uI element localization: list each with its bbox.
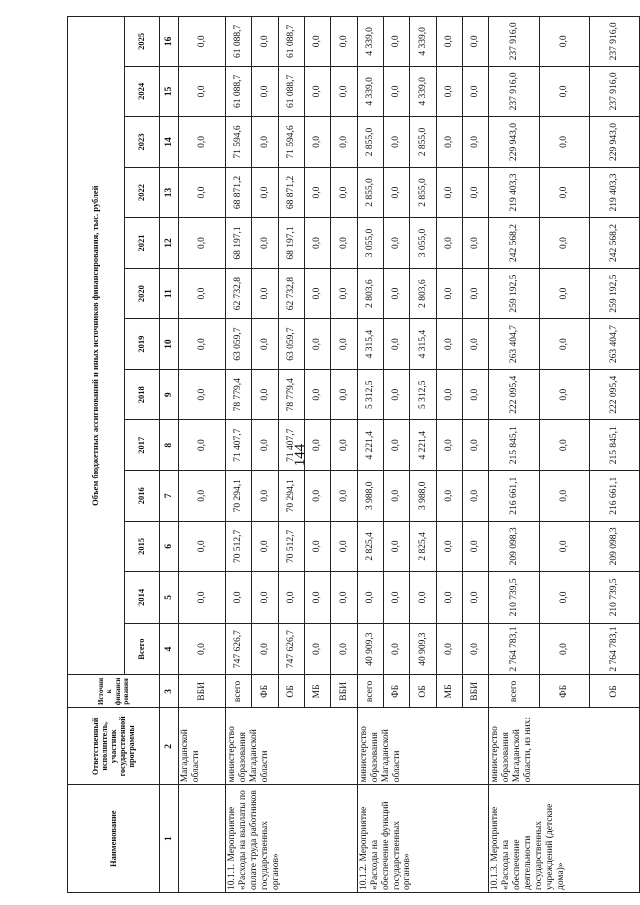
value-cell: 2 855,0 xyxy=(357,167,383,218)
value-cell: 0,0 xyxy=(179,471,226,522)
header-year: 2020 xyxy=(125,268,160,319)
value-cell: 0,0 xyxy=(331,572,357,624)
header-year: 2022 xyxy=(125,167,160,218)
page-number: 144 xyxy=(292,443,308,467)
value-cell: 63 059,7 xyxy=(226,319,252,370)
value-cell: 237 916,0 xyxy=(589,66,639,117)
row-source: МБ xyxy=(436,675,462,708)
row-source: ВБИ xyxy=(179,675,226,708)
value-cell: 68 197,1 xyxy=(226,218,252,269)
value-cell: 0,0 xyxy=(179,521,226,572)
value-cell: 0,0 xyxy=(463,471,489,522)
value-cell: 0,0 xyxy=(436,268,462,319)
value-cell: 215 845,1 xyxy=(489,420,539,471)
value-cell: 0,0 xyxy=(252,623,278,675)
row-name xyxy=(179,785,226,893)
row-name: 10.1.3. Мероприятие «Расходы на обеспечение деятельности государственных учреждений (детские дома)» xyxy=(489,785,640,893)
value-cell: 0,0 xyxy=(539,117,589,168)
column-index-cell: 4 xyxy=(160,623,179,675)
column-index-cell: 16 xyxy=(160,17,179,67)
value-cell: 0,0 xyxy=(384,319,410,370)
value-cell: 0,0 xyxy=(331,66,357,117)
value-cell: 229 943,0 xyxy=(489,117,539,168)
value-cell: 0,0 xyxy=(252,521,278,572)
row-source: всего xyxy=(489,675,539,708)
value-cell: 0,0 xyxy=(179,420,226,471)
value-cell: 209 098,3 xyxy=(589,521,639,572)
value-cell: 0,0 xyxy=(305,572,331,624)
value-cell: 0,0 xyxy=(331,218,357,269)
value-cell: 61 088,7 xyxy=(278,66,304,117)
header-year: 2017 xyxy=(125,420,160,471)
value-cell: 4 339,0 xyxy=(357,17,383,67)
value-cell: 68 871,2 xyxy=(226,167,252,218)
value-cell: 2 825,4 xyxy=(357,521,383,572)
value-cell: 242 568,2 xyxy=(489,218,539,269)
value-cell: 0,0 xyxy=(436,117,462,168)
value-cell: 4 315,4 xyxy=(357,319,383,370)
table-row xyxy=(357,17,383,893)
value-cell: 40 909,3 xyxy=(410,623,436,675)
value-cell: 0,0 xyxy=(252,268,278,319)
column-index-cell: 10 xyxy=(160,319,179,370)
value-cell: 0,0 xyxy=(179,268,226,319)
value-cell: 68 871,2 xyxy=(278,167,304,218)
column-index-cell: 3 xyxy=(160,675,179,708)
value-cell: 0,0 xyxy=(305,319,331,370)
value-cell: 0,0 xyxy=(539,623,589,675)
value-cell: 0,0 xyxy=(384,66,410,117)
value-cell: 219 403,3 xyxy=(489,167,539,218)
value-cell: 0,0 xyxy=(436,369,462,420)
value-cell: 219 403,3 xyxy=(589,167,639,218)
value-cell: 0,0 xyxy=(357,572,383,624)
column-index-cell: 9 xyxy=(160,369,179,420)
header-year: 2021 xyxy=(125,218,160,269)
row-source: всего xyxy=(226,675,252,708)
value-cell: 0,0 xyxy=(384,420,410,471)
value-cell: 0,0 xyxy=(384,471,410,522)
value-cell: 0,0 xyxy=(384,369,410,420)
value-cell: 62 732,8 xyxy=(226,268,252,319)
value-cell: 4 315,4 xyxy=(410,319,436,370)
value-cell: 68 197,1 xyxy=(278,218,304,269)
value-cell: 0,0 xyxy=(463,521,489,572)
value-cell: 747 626,7 xyxy=(278,623,304,675)
value-cell: 3 055,0 xyxy=(357,218,383,269)
value-cell: 0,0 xyxy=(179,117,226,168)
value-cell: 0,0 xyxy=(539,471,589,522)
header-executor: Ответственный исполнитель, участник государственной программы xyxy=(68,708,160,785)
value-cell: 0,0 xyxy=(331,521,357,572)
value-cell: 216 661,1 xyxy=(489,471,539,522)
value-cell: 62 732,8 xyxy=(278,268,304,319)
value-cell: 0,0 xyxy=(331,17,357,67)
row-source: ОБ xyxy=(410,675,436,708)
value-cell: 78 779,4 xyxy=(278,369,304,420)
value-cell: 0,0 xyxy=(436,420,462,471)
value-cell: 0,0 xyxy=(539,17,589,67)
value-cell: 0,0 xyxy=(305,66,331,117)
value-cell: 0,0 xyxy=(179,623,226,675)
table-row xyxy=(179,17,226,893)
value-cell: 237 916,0 xyxy=(489,66,539,117)
value-cell: 61 088,7 xyxy=(226,17,252,67)
value-cell: 0,0 xyxy=(305,471,331,522)
column-index-cell: 8 xyxy=(160,420,179,471)
value-cell: 0,0 xyxy=(539,572,589,624)
value-cell: 0,0 xyxy=(252,369,278,420)
value-cell: 0,0 xyxy=(252,218,278,269)
header-year: 2024 xyxy=(125,66,160,117)
value-cell: 0,0 xyxy=(384,268,410,319)
value-cell: 0,0 xyxy=(179,66,226,117)
value-cell: 215 845,1 xyxy=(589,420,639,471)
value-cell: 2 825,4 xyxy=(410,521,436,572)
value-cell: 2 803,6 xyxy=(357,268,383,319)
header-funding-title: Объем бюджетных ассигнований и иных источников финансирования, тыс. рублей xyxy=(68,17,125,675)
value-cell: 0,0 xyxy=(463,369,489,420)
value-cell: 2 803,6 xyxy=(410,268,436,319)
header-year: 2014 xyxy=(125,572,160,624)
value-cell: 4 221,4 xyxy=(357,420,383,471)
value-cell: 0,0 xyxy=(278,572,304,624)
row-source: ВБИ xyxy=(331,675,357,708)
row-source: ВБИ xyxy=(463,675,489,708)
value-cell: 0,0 xyxy=(436,218,462,269)
budget-table xyxy=(67,16,640,893)
value-cell: 210 739,5 xyxy=(489,572,539,624)
value-cell: 0,0 xyxy=(463,218,489,269)
table-row xyxy=(226,17,252,893)
header-year: 2019 xyxy=(125,319,160,370)
value-cell: 0,0 xyxy=(305,17,331,67)
value-cell: 0,0 xyxy=(436,623,462,675)
value-cell: 2 855,0 xyxy=(357,117,383,168)
value-cell: 0,0 xyxy=(384,17,410,67)
row-source: ФБ xyxy=(539,675,589,708)
value-cell: 0,0 xyxy=(539,319,589,370)
value-cell: 0,0 xyxy=(463,167,489,218)
value-cell: 40 909,3 xyxy=(357,623,383,675)
value-cell: 747 626,7 xyxy=(226,623,252,675)
column-index-cell: 12 xyxy=(160,218,179,269)
value-cell: 0,0 xyxy=(305,117,331,168)
value-cell: 0,0 xyxy=(252,319,278,370)
value-cell: 4 221,4 xyxy=(410,420,436,471)
row-executor: министерство образования Магаданской области, из них: xyxy=(489,708,640,785)
value-cell: 3 988,0 xyxy=(357,471,383,522)
row-source: ОБ xyxy=(589,675,639,708)
value-cell: 0,0 xyxy=(410,572,436,624)
value-cell: 70 512,7 xyxy=(226,521,252,572)
value-cell: 0,0 xyxy=(305,268,331,319)
value-cell: 0,0 xyxy=(384,572,410,624)
column-index-cell: 15 xyxy=(160,66,179,117)
value-cell: 0,0 xyxy=(384,117,410,168)
value-cell: 0,0 xyxy=(384,623,410,675)
value-cell: 263 404,7 xyxy=(489,319,539,370)
value-cell: 0,0 xyxy=(331,167,357,218)
value-cell: 61 088,7 xyxy=(278,17,304,67)
value-cell: 0,0 xyxy=(463,268,489,319)
value-cell: 71 407,7 xyxy=(278,420,304,471)
row-source: ФБ xyxy=(252,675,278,708)
header-year: 2018 xyxy=(125,369,160,420)
value-cell: 0,0 xyxy=(252,17,278,67)
value-cell: 0,0 xyxy=(305,623,331,675)
value-cell: 0,0 xyxy=(331,623,357,675)
column-index-cell: 11 xyxy=(160,268,179,319)
value-cell: 0,0 xyxy=(463,117,489,168)
value-cell: 0,0 xyxy=(539,268,589,319)
value-cell: 242 568,2 xyxy=(589,218,639,269)
value-cell: 70 294,1 xyxy=(226,471,252,522)
table-body xyxy=(179,17,640,893)
header-year: 2015 xyxy=(125,521,160,572)
value-cell: 0,0 xyxy=(463,572,489,624)
value-cell: 222 095,4 xyxy=(589,369,639,420)
value-cell: 0,0 xyxy=(252,167,278,218)
value-cell: 4 339,0 xyxy=(410,66,436,117)
value-cell: 209 098,3 xyxy=(489,521,539,572)
value-cell: 0,0 xyxy=(384,521,410,572)
value-cell: 0,0 xyxy=(331,117,357,168)
value-cell: 5 312,5 xyxy=(410,369,436,420)
column-index-row xyxy=(160,17,179,893)
value-cell: 3 988,0 xyxy=(410,471,436,522)
value-cell: 71 594,6 xyxy=(278,117,304,168)
value-cell: 259 192,5 xyxy=(589,268,639,319)
value-cell: 0,0 xyxy=(436,471,462,522)
value-cell: 0,0 xyxy=(331,319,357,370)
value-cell: 0,0 xyxy=(436,66,462,117)
value-cell: 237 916,0 xyxy=(589,17,639,67)
value-cell: 0,0 xyxy=(384,167,410,218)
value-cell: 70 294,1 xyxy=(278,471,304,522)
value-cell: 0,0 xyxy=(436,319,462,370)
row-executor: Магаданской области xyxy=(179,708,226,785)
value-cell: 4 339,0 xyxy=(410,17,436,67)
value-cell: 0,0 xyxy=(463,319,489,370)
value-cell: 78 779,4 xyxy=(226,369,252,420)
row-source: ФБ xyxy=(384,675,410,708)
row-executor: министерство образования Магаданской области xyxy=(357,708,489,785)
column-index-cell: 6 xyxy=(160,521,179,572)
value-cell: 0,0 xyxy=(436,572,462,624)
column-index-cell: 5 xyxy=(160,572,179,624)
value-cell: 0,0 xyxy=(252,117,278,168)
value-cell: 63 059,7 xyxy=(278,319,304,370)
table-row xyxy=(489,17,539,893)
rotated-table-wrapper xyxy=(67,16,640,893)
header-name: Наименование xyxy=(68,785,160,893)
value-cell: 0,0 xyxy=(252,572,278,624)
value-cell: 0,0 xyxy=(331,369,357,420)
value-cell: 0,0 xyxy=(539,218,589,269)
row-executor: министерство образования Магаданской области xyxy=(226,708,358,785)
row-source: МБ xyxy=(305,675,331,708)
value-cell: 0,0 xyxy=(331,268,357,319)
column-index-cell: 14 xyxy=(160,117,179,168)
value-cell: 210 739,5 xyxy=(589,572,639,624)
value-cell: 71 594,6 xyxy=(226,117,252,168)
value-cell: 0,0 xyxy=(305,420,331,471)
row-source: ОБ xyxy=(278,675,304,708)
value-cell: 3 055,0 xyxy=(410,218,436,269)
value-cell: 71 407,7 xyxy=(226,420,252,471)
value-cell: 237 916,0 xyxy=(489,17,539,67)
value-cell: 0,0 xyxy=(436,167,462,218)
value-cell: 2 855,0 xyxy=(410,117,436,168)
value-cell: 0,0 xyxy=(252,420,278,471)
column-index-cell: 1 xyxy=(160,785,179,893)
value-cell: 2 764 783,1 xyxy=(489,623,539,675)
value-cell: 0,0 xyxy=(252,471,278,522)
header-year: 2016 xyxy=(125,471,160,522)
value-cell: 0,0 xyxy=(226,572,252,624)
value-cell: 0,0 xyxy=(179,218,226,269)
value-cell: 216 661,1 xyxy=(589,471,639,522)
row-name: 10.1.1. Мероприятие «Расходы на выплаты по оплате труда работников государственных органов» xyxy=(226,785,358,893)
value-cell: 2 764 783,1 xyxy=(589,623,639,675)
value-cell: 0,0 xyxy=(305,167,331,218)
value-cell: 0,0 xyxy=(539,420,589,471)
header-source: Источник финансирования xyxy=(68,675,160,708)
value-cell: 0,0 xyxy=(179,572,226,624)
value-cell: 0,0 xyxy=(539,66,589,117)
value-cell: 0,0 xyxy=(331,420,357,471)
value-cell: 4 339,0 xyxy=(357,66,383,117)
value-cell: 222 095,4 xyxy=(489,369,539,420)
value-cell: 0,0 xyxy=(463,66,489,117)
header-year: 2025 xyxy=(125,17,160,67)
value-cell: 229 943,0 xyxy=(589,117,639,168)
row-source: всего xyxy=(357,675,383,708)
row-name: 10.1.2. Мероприятие «Расходы на обеспечение функций государственных органов» xyxy=(357,785,489,893)
value-cell: 0,0 xyxy=(179,167,226,218)
header-total: Всего xyxy=(125,623,160,675)
value-cell: 70 512,7 xyxy=(278,521,304,572)
column-index-cell: 13 xyxy=(160,167,179,218)
value-cell: 0,0 xyxy=(179,319,226,370)
column-index-cell: 2 xyxy=(160,708,179,785)
value-cell: 0,0 xyxy=(539,521,589,572)
value-cell: 61 088,7 xyxy=(226,66,252,117)
value-cell: 259 192,5 xyxy=(489,268,539,319)
value-cell: 0,0 xyxy=(436,521,462,572)
value-cell: 0,0 xyxy=(463,420,489,471)
column-index-cell: 7 xyxy=(160,471,179,522)
value-cell: 0,0 xyxy=(305,521,331,572)
value-cell: 5 312,5 xyxy=(357,369,383,420)
value-cell: 0,0 xyxy=(436,17,462,67)
value-cell: 0,0 xyxy=(463,17,489,67)
value-cell: 0,0 xyxy=(463,623,489,675)
value-cell: 0,0 xyxy=(179,369,226,420)
value-cell: 263 404,7 xyxy=(589,319,639,370)
header-year: 2023 xyxy=(125,117,160,168)
value-cell: 0,0 xyxy=(331,471,357,522)
value-cell: 2 855,0 xyxy=(410,167,436,218)
value-cell: 0,0 xyxy=(384,218,410,269)
value-cell: 0,0 xyxy=(252,66,278,117)
value-cell: 0,0 xyxy=(305,218,331,269)
value-cell: 0,0 xyxy=(179,17,226,67)
value-cell: 0,0 xyxy=(539,167,589,218)
value-cell: 0,0 xyxy=(539,369,589,420)
value-cell: 0,0 xyxy=(305,369,331,420)
